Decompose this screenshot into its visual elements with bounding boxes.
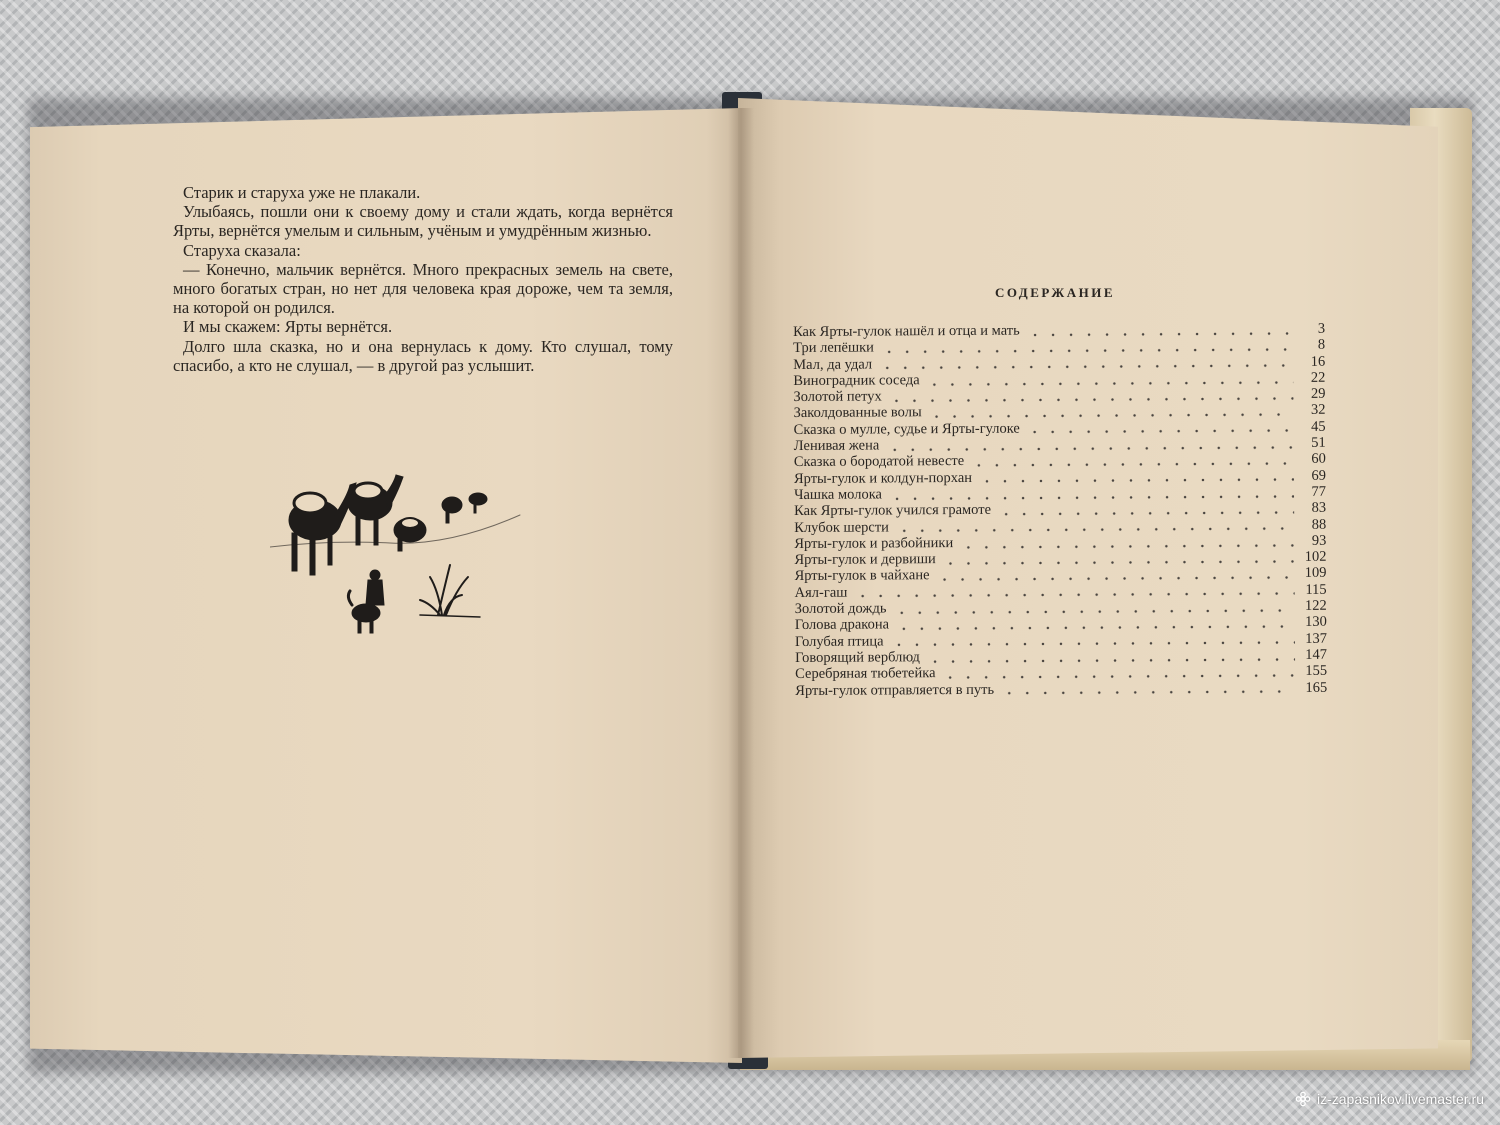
toc-entry-page: 147 <box>1305 646 1328 663</box>
toc-leader-dots <box>880 348 1293 354</box>
toc-entry-title: Как Ярты-гулок учился грамоте <box>794 502 992 520</box>
toc-entry-page: 51 <box>1311 434 1326 451</box>
toc-entry-title: Заколдованные волы <box>793 404 922 422</box>
toc-entry-page: 130 <box>1305 614 1327 631</box>
toc-leader-dots <box>892 609 1294 614</box>
toc-entry-title: Серебряная тюбетейка <box>795 665 936 683</box>
toc-entry-page: 93 <box>1311 532 1327 549</box>
toc-entry-page: 29 <box>1310 385 1326 403</box>
toc-entry-title: Виноградник соседа <box>793 372 920 389</box>
toc-leader-dots <box>890 641 1295 646</box>
toc-entry-title: Ярты-гулок отправляется в путь <box>795 681 995 699</box>
toc-entry-page: 122 <box>1304 597 1327 614</box>
toc-leader-dots <box>959 543 1294 548</box>
toc-entry-title: Ярты-гулок и разбойники <box>794 534 954 552</box>
toc-leader-dots <box>1000 690 1295 695</box>
toc-leader-dots <box>942 560 1295 565</box>
story-paragraph: Улыбаясь, пошли они к своему дому и стали ждать, когда вернётся Ярты, вернётся умелым и сильным, учёным и умудрённым жизнью. <box>173 202 673 241</box>
toc-entry-page: 3 <box>1317 320 1326 337</box>
toc-leader-dots <box>878 364 1293 370</box>
toc-entry-page: 32 <box>1310 402 1326 419</box>
story-paragraph: — Конечно, мальчик вернётся. Много прекрасных земель на свете, много богатых стран, но нет для человека края дороже, чем та земля, на которой он родился. <box>173 259 673 318</box>
story-paragraph: Долго шла сказка, но и она вернулась к дому. Кто слушал, тому спасибо, а кто не слушал, — в другой раз услышит. <box>173 336 673 375</box>
toc-entry-title: Ярты-гулок в чайхане <box>794 567 930 585</box>
toc-leader-dots <box>978 478 1294 483</box>
toc-leader-dots <box>1026 332 1293 337</box>
toc-entry-page: 8 <box>1317 337 1326 354</box>
toc-entry-page: 16 <box>1310 353 1326 370</box>
toc-entry-title: Ленивая жена <box>793 437 880 455</box>
toc-leader-dots <box>888 397 1294 402</box>
toc-entry-page: 137 <box>1305 630 1327 647</box>
toc-entry-title: Ярты-гулок и колдун-порхан <box>793 469 973 487</box>
toc-title: СОДЕРЖАНИЕ <box>994 285 1116 300</box>
toc-leader-dots <box>885 446 1293 451</box>
toc-entry-title: Сказка о мулле, судье и Ярты-гулоке <box>793 420 1020 438</box>
toc-entry-title: Три лепёшки <box>793 339 874 357</box>
toc-entry <box>795 679 1327 699</box>
toc-entry-page: 83 <box>1311 500 1327 517</box>
story-text <box>173 183 673 375</box>
toc-entry-page: 60 <box>1311 451 1326 468</box>
toc-entry-page: 45 <box>1311 418 1326 435</box>
toc-leader-dots <box>936 576 1295 581</box>
toc-entry-page: 165 <box>1305 679 1328 696</box>
toc-leader-dots <box>895 527 1294 532</box>
toc-entry-title: Клубок шерсти <box>794 518 889 536</box>
toc-entry-page: 115 <box>1305 581 1327 598</box>
book-gutter <box>728 108 754 1058</box>
toc-entry-title: Чашка молока <box>793 486 882 503</box>
table-of-contents <box>793 321 1327 699</box>
toc-entry-title: Аял-гаш <box>794 584 848 601</box>
watermark-text: iz-zapasnikov.livemaster.ru <box>1316 1091 1484 1107</box>
toc-leader-dots <box>853 592 1294 598</box>
toc-entry-title: Золотой дождь <box>794 600 887 618</box>
camel-caravan-illustration <box>270 465 530 640</box>
story-paragraph: Старик и старуха уже не плакали. <box>183 183 421 202</box>
toc-leader-dots <box>926 658 1295 663</box>
toc-entry-page: 155 <box>1305 662 1328 680</box>
toc-entry-page: 77 <box>1311 483 1327 500</box>
toc-entry-title: Золотой петух <box>793 388 882 406</box>
toc-entry-page: 102 <box>1304 548 1327 566</box>
toc-leader-dots <box>1026 429 1294 434</box>
toc-leader-dots <box>928 413 1294 418</box>
toc-entry-title: Говорящий верблюд <box>794 649 920 666</box>
toc-entry-page: 69 <box>1311 467 1326 484</box>
story-paragraph: Старуха сказала: <box>183 240 301 260</box>
toc-entry-page: 22 <box>1310 369 1326 386</box>
toc-entry-title: Ярты-гулок и дервиши <box>794 551 936 569</box>
toc-entry-title: Как Ярты-гулок нашёл и отца и мать <box>793 322 1020 340</box>
toc-leader-dots <box>895 625 1295 630</box>
toc-leader-dots <box>997 511 1294 516</box>
watermark <box>1295 1091 1484 1107</box>
toc-leader-dots <box>926 380 1294 385</box>
toc-entry-page: 88 <box>1311 516 1327 533</box>
toc-entry-title: Мал, да удал <box>793 356 873 373</box>
story-paragraph: И мы скажем: Ярты вернётся. <box>183 317 393 337</box>
toc-leader-dots <box>888 495 1294 500</box>
flower-icon <box>1295 1091 1311 1107</box>
toc-entry-title: Голова дракона <box>794 616 890 634</box>
toc-leader-dots <box>970 462 1294 467</box>
toc-leader-dots <box>941 674 1295 679</box>
toc-entry-page: 109 <box>1304 565 1327 582</box>
toc-entry-title: Сказка о бородатой невесте <box>793 453 965 471</box>
toc-entry-title: Голубая птица <box>794 633 884 650</box>
